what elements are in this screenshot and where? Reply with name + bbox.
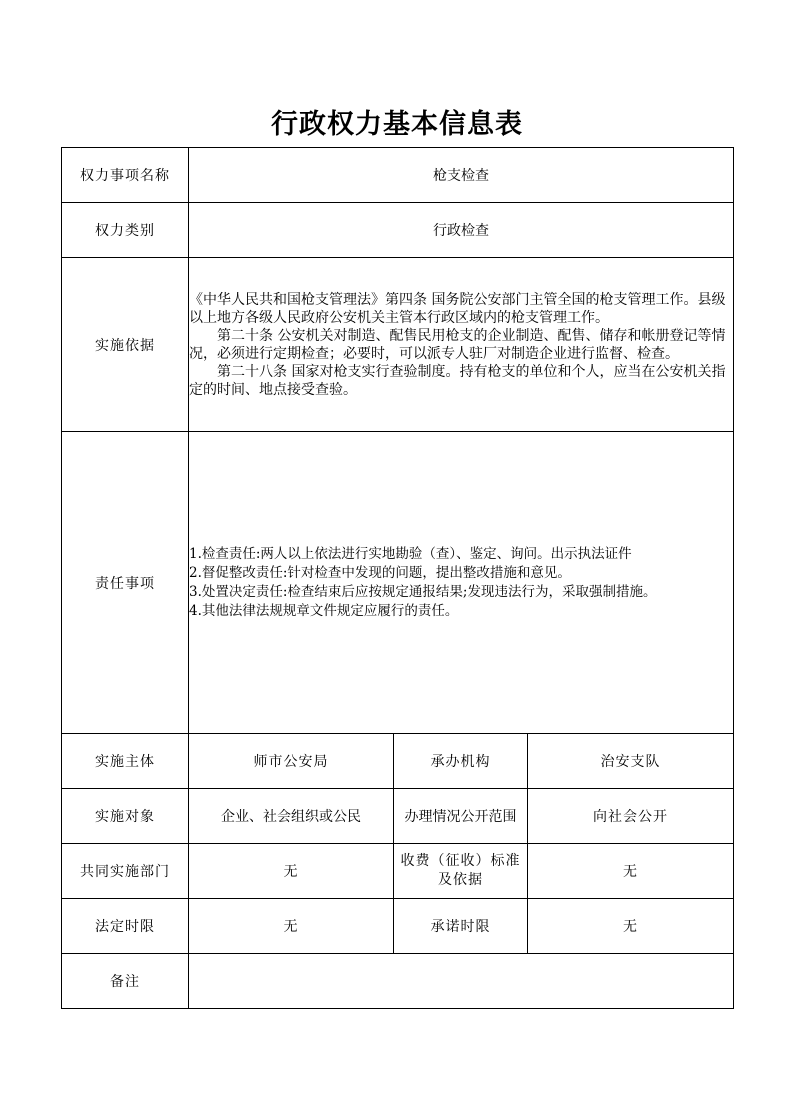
subject-label: 实施主体: [62, 734, 189, 789]
remark-value: [189, 954, 734, 1009]
duty-item: 2.督促整改责任:针对检查中发现的问题，提出整改措施和意见。: [189, 564, 571, 581]
target-label: 实施对象: [62, 789, 189, 844]
fee-standard-label-line2: 及依据: [438, 872, 483, 888]
duties-label: 责任事项: [62, 432, 189, 734]
duties-content: [189, 432, 734, 734]
row-power-category: [62, 203, 734, 258]
power-name-label: 权力事项名称: [62, 148, 189, 203]
duty-item: 4.其他法律法规规章文件规定应履行的责任。: [189, 602, 459, 619]
row-target: [62, 789, 734, 844]
legal-limit-value: 无: [189, 899, 394, 954]
agency-value: 治安支队: [528, 734, 734, 789]
duty-item: 3.处置决定责任:检查结束后应按规定通报结果;发现违法行为，采取强制措施。: [189, 583, 657, 600]
basis-paragraph: 第二十八条 国家对枪支实行查验制度。持有枪支的单位和个人，应当在公安机关指定的时间、地点接受查验。: [189, 363, 726, 398]
row-joint: [62, 844, 734, 899]
power-category-label: 权力类别: [62, 203, 189, 258]
row-basis: [62, 258, 734, 432]
info-table: [61, 147, 734, 1009]
power-name-value: 枪支检查: [189, 148, 734, 203]
target-value: 企业、社会组织或公民: [189, 789, 394, 844]
row-remark: [62, 954, 734, 1009]
basis-content: [189, 258, 734, 432]
power-category-value: 行政检查: [189, 203, 734, 258]
agency-label: 承办机构: [394, 734, 528, 789]
fee-standard-label-text: [401, 852, 521, 890]
fee-standard-label: [394, 844, 528, 899]
subject-value: 师市公安局: [189, 734, 394, 789]
legal-limit-label: 法定时限: [62, 899, 189, 954]
row-power-name: [62, 148, 734, 203]
row-limit: [62, 899, 734, 954]
row-duties: [62, 432, 734, 734]
basis-label: 实施依据: [62, 258, 189, 432]
page-title: 行政权力基本信息表: [271, 109, 523, 140]
promised-limit-label: 承诺时限: [394, 899, 528, 954]
disclosure-scope-label: 办理情况公开范围: [394, 789, 528, 844]
disclosure-scope-value: 向社会公开: [528, 789, 734, 844]
row-subject: [62, 734, 734, 789]
promised-limit-value: 无: [528, 899, 734, 954]
duty-item: 1.检查责任:两人以上依法进行实地勘验（查）、鉴定、询问。出示执法证件: [189, 545, 632, 562]
fee-standard-label-line1: 收费（征收）标准: [400, 853, 521, 869]
basis-paragraph: 《中华人民共和国枪支管理法》第四条 国务院公安部门主管全国的枪支管理工作。县级以上地方各级人民政府公安机关主管本行政区域内的枪支管理工作。: [189, 291, 726, 326]
joint-department-label: 共同实施部门: [62, 844, 189, 899]
remark-label: 备注: [62, 954, 189, 1009]
basis-paragraph: 第二十条 公安机关对制造、配售民用枪支的企业制造、配售、储存和帐册登记等情况，必须进行定期检查；必要时，可以派专人驻厂对制造企业进行监督、检查。: [189, 327, 726, 362]
fee-standard-value: 无: [528, 844, 734, 899]
joint-department-value: 无: [189, 844, 394, 899]
